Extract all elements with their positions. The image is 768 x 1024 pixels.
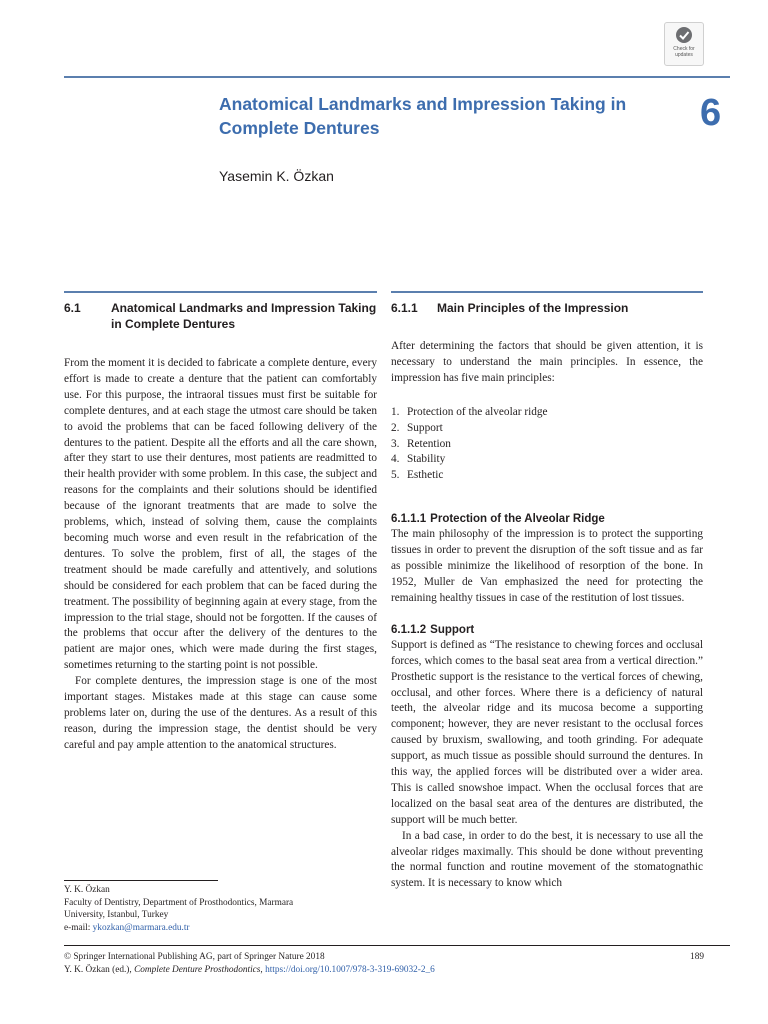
subsubsection-heading-6-1-1-2 [391,623,703,638]
footnote-affiliation: University, Istanbul, Turkey [64,910,169,920]
chapter-top-rule [64,76,730,78]
subsection-number: 6.1.1 [391,301,418,315]
principles-list [391,405,703,485]
list-item: 3. Retention [391,437,451,450]
principles-intro-paragraph: After determining the factors that should be given attention, it is necessary to understand the main principles. In essence, the impression has five main principles: [391,340,703,384]
footnote-affiliation: Faculty of Dentistry, Department of Prosthodontics, Marmara [64,897,294,908]
subsubsection-title: Protection of the Alveolar Ridge [430,513,605,526]
intro-paragraph: From the moment it is decided to fabricate a complete denture, every effort is made to create a denture that the patient can comfortably use. For this purpose, the intraoral tissues must first be suitable for complete dentures, and at each stage the utmost care should be taken to avoid the problems that can be faced following delivery of the dentures to the patient. Despite all the efforts and all the care shown, after they start to use their dentures, most patients are readmitted to their health provider with some problem. In this case, the subject and reasons for the complaints and their solutions should be identified because of the ignorant treatments that are made to solve the problems, which, instead of solving them, cause the complaints becoming much worse and even result in the refabrication of the dentures. To solve the problem, first of all, the stages of the treatment should be made carefully and attentively, and solutions should be considered for each problem that can be faced during the treatment. The possibility of beginning again at every stage, from the impression to the trial stage, should not be forgotten. If the causes of the problems that occur after the delivery of the dentures to the patient are major ones, which were made during the first stages, sometimes returning to the starting point is not possible. [64,357,377,672]
alveolar-ridge-paragraph: The main philosophy of the impression is to protect the supporting tissues in order to prevent the disruption of the soft tissue and as far as possible minimize the likelihood of resorption of the bone. In 1952, Muller de Van emphasized the need for protecting the remaining healthy tissues in case of the restitution of lost tissues. [391,528,703,604]
impression-stage-paragraph: For complete dentures, the impression stage is one of the most important stages. Mistakes made at this stage can cause some problems later on, during the use of the dentures. As a result of this reason, during the impression stage, the dentist should be very careful and pay ample attention to the anatomical structures. [64,675,377,751]
check-for-updates-label: Check for updates [673,46,695,58]
check-for-updates-badge[interactable] [664,22,704,66]
subsubsection-number: 6.1.1.1 [391,513,427,526]
copyright-notice [64,951,664,976]
subsection-title: Main Principles of the Impression [437,301,629,315]
right-section-rule [391,291,703,293]
page-number: 189 [690,952,704,962]
footer-rule [64,945,730,946]
subsubsection-number: 6.1.1.2 [391,623,427,636]
footnote-author-name: Y. K. Özkan [64,885,110,895]
chapter-title: Anatomical Landmarks and Impression Taking in Complete Dentures [219,94,627,138]
chapter-author: Yasemin K. Özkan [219,168,334,184]
subsubsection-heading-6-1-1-1 [391,512,703,527]
list-item: 1. Protection of the alveolar ridge [391,405,548,418]
author-affiliation-footnote [64,884,364,934]
subsection-heading-6-1-1 [391,300,703,316]
section-heading-6-1 [64,300,377,332]
copyright-line: © Springer International Publishing AG, part of Springer Nature 2018 [64,952,325,962]
support-paragraph: Support is defined as “The resistance to chewing forces and occlusal forces, which comes to the basal seat area from a vertical direction.” Prosthetic support is the resistance to the vertical forces of chewing, occlusal, and other forces. Where there is a deficiency of natural teeth, the alveolar ridge and its mucosa become a supporting component; however, they are never resistant to the occlusal forces caused by bruxism, swallowing, and tooth grinding. For adequate support, as much tissue as possible should surround the dentures. In this way, the applied forces will be distributed over a wider area. This is called snowshoe impact. When the occlusal forces that are localized on the basal seat area of the dentures are distributed, the support will be much better. [391,638,703,826]
check-for-updates-icon [675,26,693,46]
doi-link[interactable]: https://doi.org/10.1007/978-3-319-69032-2_6 [265,964,435,975]
book-title: Complete Denture Prosthodontics [134,964,261,975]
support-continued-paragraph: In a bad case, in order to do the best, it is necessary to use all the alveolar ridges maximally. This should be done without preventing the normal function and routine movement of the stomatognathic system. It is necessary to know which [391,829,703,890]
list-item: 5. Esthetic [391,469,444,482]
footnote-email-line: e-mail: ykozkan@marmara.edu.tr [64,922,190,933]
left-section-rule [64,291,377,293]
list-item: 2. Support [391,421,443,434]
right-column [391,300,703,892]
list-item: 4. Stability [391,453,446,466]
subsubsection-title: Support [430,623,475,636]
left-column [64,300,377,754]
author-email-link[interactable]: ykozkan@marmara.edu.tr [92,922,190,933]
section-number: 6.1 [64,301,81,315]
citation-line: Y. K. Özkan (ed.), Complete Denture Prosthodontics, https://doi.org/10.1007/978-3-319-69032-2_6 [64,964,435,975]
footnote-rule [64,880,218,881]
chapter-number: 6 [700,92,722,134]
section-title: Anatomical Landmarks and Impression Taking in Complete Dentures [111,301,377,331]
